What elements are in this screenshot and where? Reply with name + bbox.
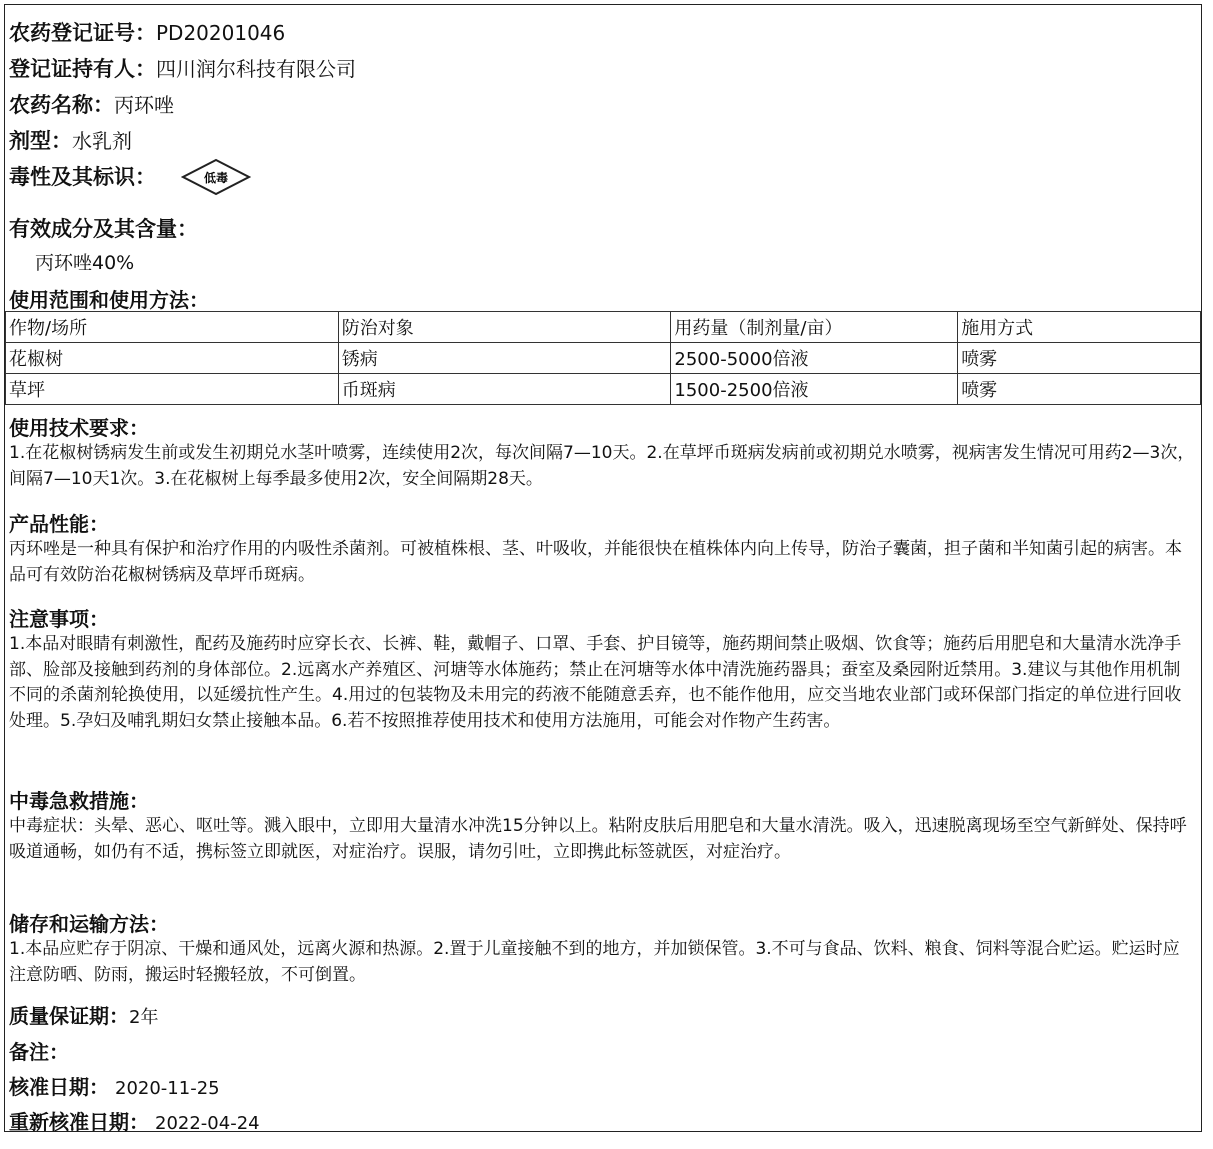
performance-heading bbox=[9, 508, 109, 537]
warranty-line bbox=[9, 1000, 158, 1029]
table-header-cell: 施用方式 bbox=[958, 312, 1201, 343]
reg-no-line bbox=[9, 17, 285, 47]
reapproval-line bbox=[9, 1106, 260, 1135]
approval-line bbox=[9, 1071, 220, 1100]
performance-label: 产品性能： bbox=[9, 512, 109, 536]
firstaid-text: 中毒症状：头晕、恶心、呕吐等。溅入眼中，立即用大量清水冲洗15分钟以上。粘附皮肤后用肥皂和大量水清洗。吸入，迅速脱离现场至空气新鲜处、保持呼吸道通畅，如仍有不适，携标签立即就医，对症治疗。误服，请勿引吐，立即携此标签就医，对症治疗。 bbox=[9, 816, 1187, 862]
name-line bbox=[9, 89, 174, 119]
firstaid-label: 中毒急救措施： bbox=[9, 789, 149, 813]
performance-text: 丙环唑是一种具有保护和治疗作用的内吸性杀菌剂。可被植株根、茎、叶吸收，并能很快在植株体内向上传导，防治子囊菌，担子菌和半知菌引起的病害。本品可有效防治花椒树锈病及草坪币斑病。 bbox=[9, 539, 1182, 585]
tech-text: 1.在花椒树锈病发生前或发生初期兑水茎叶喷雾，连续使用2次，每次间隔7—10天。2.在草坪币斑病发病前或初期兑水喷雾，视病害发生情况可用药2—3次，间隔7—10天1次。3.在花椒树上每季最多使用2次，安全间隔期28天。 bbox=[9, 443, 1195, 489]
storage-label: 储存和运输方法： bbox=[9, 912, 169, 936]
remarks-line bbox=[9, 1036, 69, 1065]
warranty-value: 2年 bbox=[129, 1007, 159, 1028]
table-cell: 锈病 bbox=[338, 343, 671, 374]
storage-text: 1.本品应贮存于阴凉、干燥和通风处，远离火源和热源。2.置于儿童接触不到的地方，并加锁保管。3.不可与食品、饮料、粮食、饲料等混合贮运。贮运时应注意防晒、防雨，搬运时轻搬轻放，不可倒置。 bbox=[9, 939, 1180, 985]
reapproval-value: 2022-04-24 bbox=[155, 1113, 260, 1134]
formulation-value: 水乳剂 bbox=[72, 129, 132, 153]
pesticide-label-document bbox=[4, 4, 1202, 1132]
table-cell: 喷雾 bbox=[958, 374, 1201, 405]
table-cell: 1500-2500倍液 bbox=[671, 374, 958, 405]
table-row bbox=[6, 374, 1201, 405]
usage-line bbox=[9, 284, 209, 313]
table-header-cell: 防治对象 bbox=[338, 312, 671, 343]
notes-heading bbox=[9, 603, 109, 632]
firstaid-heading bbox=[9, 785, 149, 814]
table-cell: 花椒树 bbox=[6, 343, 339, 374]
ingredient-label: 有效成分及其含量： bbox=[9, 217, 198, 241]
tech-heading bbox=[9, 412, 149, 441]
ingredient-value: 丙环唑40% bbox=[35, 252, 135, 274]
holder-label: 登记证持有人： bbox=[9, 57, 156, 81]
tech-label: 使用技术要求： bbox=[9, 416, 149, 440]
table-cell: 2500-5000倍液 bbox=[671, 343, 958, 374]
table-row bbox=[6, 343, 1201, 374]
name-value: 丙环唑 bbox=[114, 93, 174, 117]
remarks-label: 备注： bbox=[9, 1040, 69, 1064]
usage-label: 使用范围和使用方法： bbox=[9, 288, 209, 312]
ingredient-line bbox=[9, 213, 198, 243]
warranty-label: 质量保证期： bbox=[9, 1004, 129, 1028]
approval-label: 核准日期： bbox=[9, 1075, 109, 1099]
notes-label: 注意事项： bbox=[9, 607, 109, 631]
table-header-cell: 用药量（制剂量/亩） bbox=[671, 312, 958, 343]
table-cell: 喷雾 bbox=[958, 343, 1201, 374]
toxicity-line bbox=[9, 161, 156, 191]
holder-value: 四川润尔科技有限公司 bbox=[156, 57, 356, 81]
toxicity-label: 毒性及其标识： bbox=[9, 165, 156, 189]
formulation-label: 剂型： bbox=[9, 129, 72, 153]
usage-table bbox=[5, 311, 1201, 405]
table-cell: 币斑病 bbox=[338, 374, 671, 405]
formulation-line bbox=[9, 125, 132, 155]
low-toxicity-diamond-icon bbox=[181, 158, 251, 196]
name-label: 农药名称： bbox=[9, 93, 114, 117]
approval-value: 2020-11-25 bbox=[115, 1078, 220, 1099]
toxicity-badge-text: 低毒 bbox=[203, 171, 229, 185]
reapproval-label: 重新核准日期： bbox=[9, 1110, 149, 1134]
table-header-row bbox=[6, 312, 1201, 343]
holder-line bbox=[9, 53, 356, 83]
reg-no-value: PD20201046 bbox=[156, 21, 286, 45]
reg-no-label: 农药登记证号： bbox=[9, 21, 156, 45]
storage-heading bbox=[9, 908, 169, 937]
table-header-cell: 作物/场所 bbox=[6, 312, 339, 343]
notes-text: 1.本品对眼睛有刺激性，配药及施药时应穿长衣、长裤、鞋，戴帽子、口罩、手套、护目镜等，施药期间禁止吸烟、饮食等；施药后用肥皂和大量清水洗净手部、脸部及接触到药剂的身体部位。2.远离水产养殖区、河塘等水体施药；禁止在河塘等水体中清洗施药器具；蚕室及桑园附近禁用。3.建议与其他作用机制不同的杀菌剂轮换使用，以延缓抗性产生。4.用过的包装物及未用完的药液不能随意丢弃，也不能作他用，应交当地农业部门或环保部门指定的单位进行回收处理。5.孕妇及哺乳期妇女禁止接触本品。6.若不按照推荐使用技术和使用方法施用，可能会对作物产生药害。 bbox=[9, 634, 1182, 731]
table-cell: 草坪 bbox=[6, 374, 339, 405]
